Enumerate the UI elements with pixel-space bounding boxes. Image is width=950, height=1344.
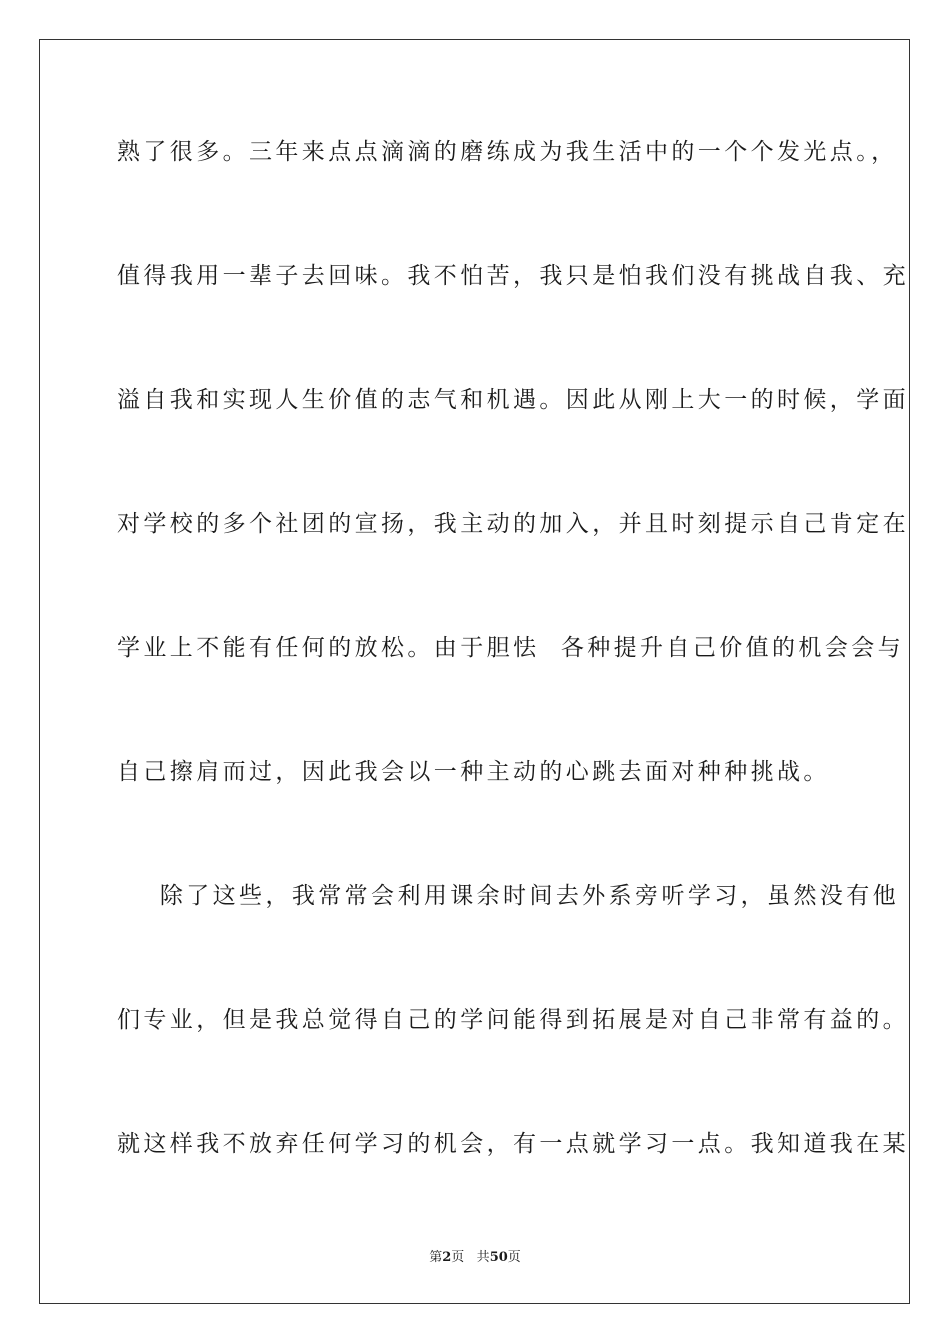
total-pages: 50	[489, 1250, 508, 1265]
text-line-3: 溢自我和实现人生价值的志气和机遇。因此从刚上大一的时候，学面	[117, 387, 909, 413]
page-footer	[0, 1246, 950, 1265]
text-line-9: 就这样我不放弃任何学习的机会，有一点就学习一点。我知道我在某	[117, 1131, 909, 1157]
text-line-5: 学业上不能有任何的放松。由于胆怯 各种提升自己价值的机会会与	[117, 635, 905, 661]
page-suffix: 页	[451, 1250, 465, 1265]
text-line-8: 们专业，但是我总觉得自己的学问能得到拓展是对自己非常有益的。	[117, 1007, 909, 1033]
text-line-1: 熟了很多。三年来点点滴滴的磨练成为我生活中的一个个发光点。，	[117, 139, 898, 165]
page-prefix: 第	[429, 1250, 443, 1265]
text-line-2: 值得我用一辈子去回味。我不怕苦，我只是怕我们没有挑战自我、充	[117, 263, 909, 289]
page-number: 2	[442, 1250, 452, 1265]
page-border	[39, 39, 910, 1304]
total-suffix: 页	[507, 1250, 521, 1265]
total-prefix: 共	[476, 1250, 490, 1265]
text-line-4: 对学校的多个社团的宣扬，我主动的加入，并且时刻提示自己肯定在	[117, 511, 909, 537]
text-line-6: 自己擦肩而过，因此我会以一种主动的心跳去面对种种挑战。	[117, 759, 830, 785]
text-line-7: 除了这些，我常常会利用课余时间去外系旁听学习，虽然没有他	[117, 883, 900, 909]
